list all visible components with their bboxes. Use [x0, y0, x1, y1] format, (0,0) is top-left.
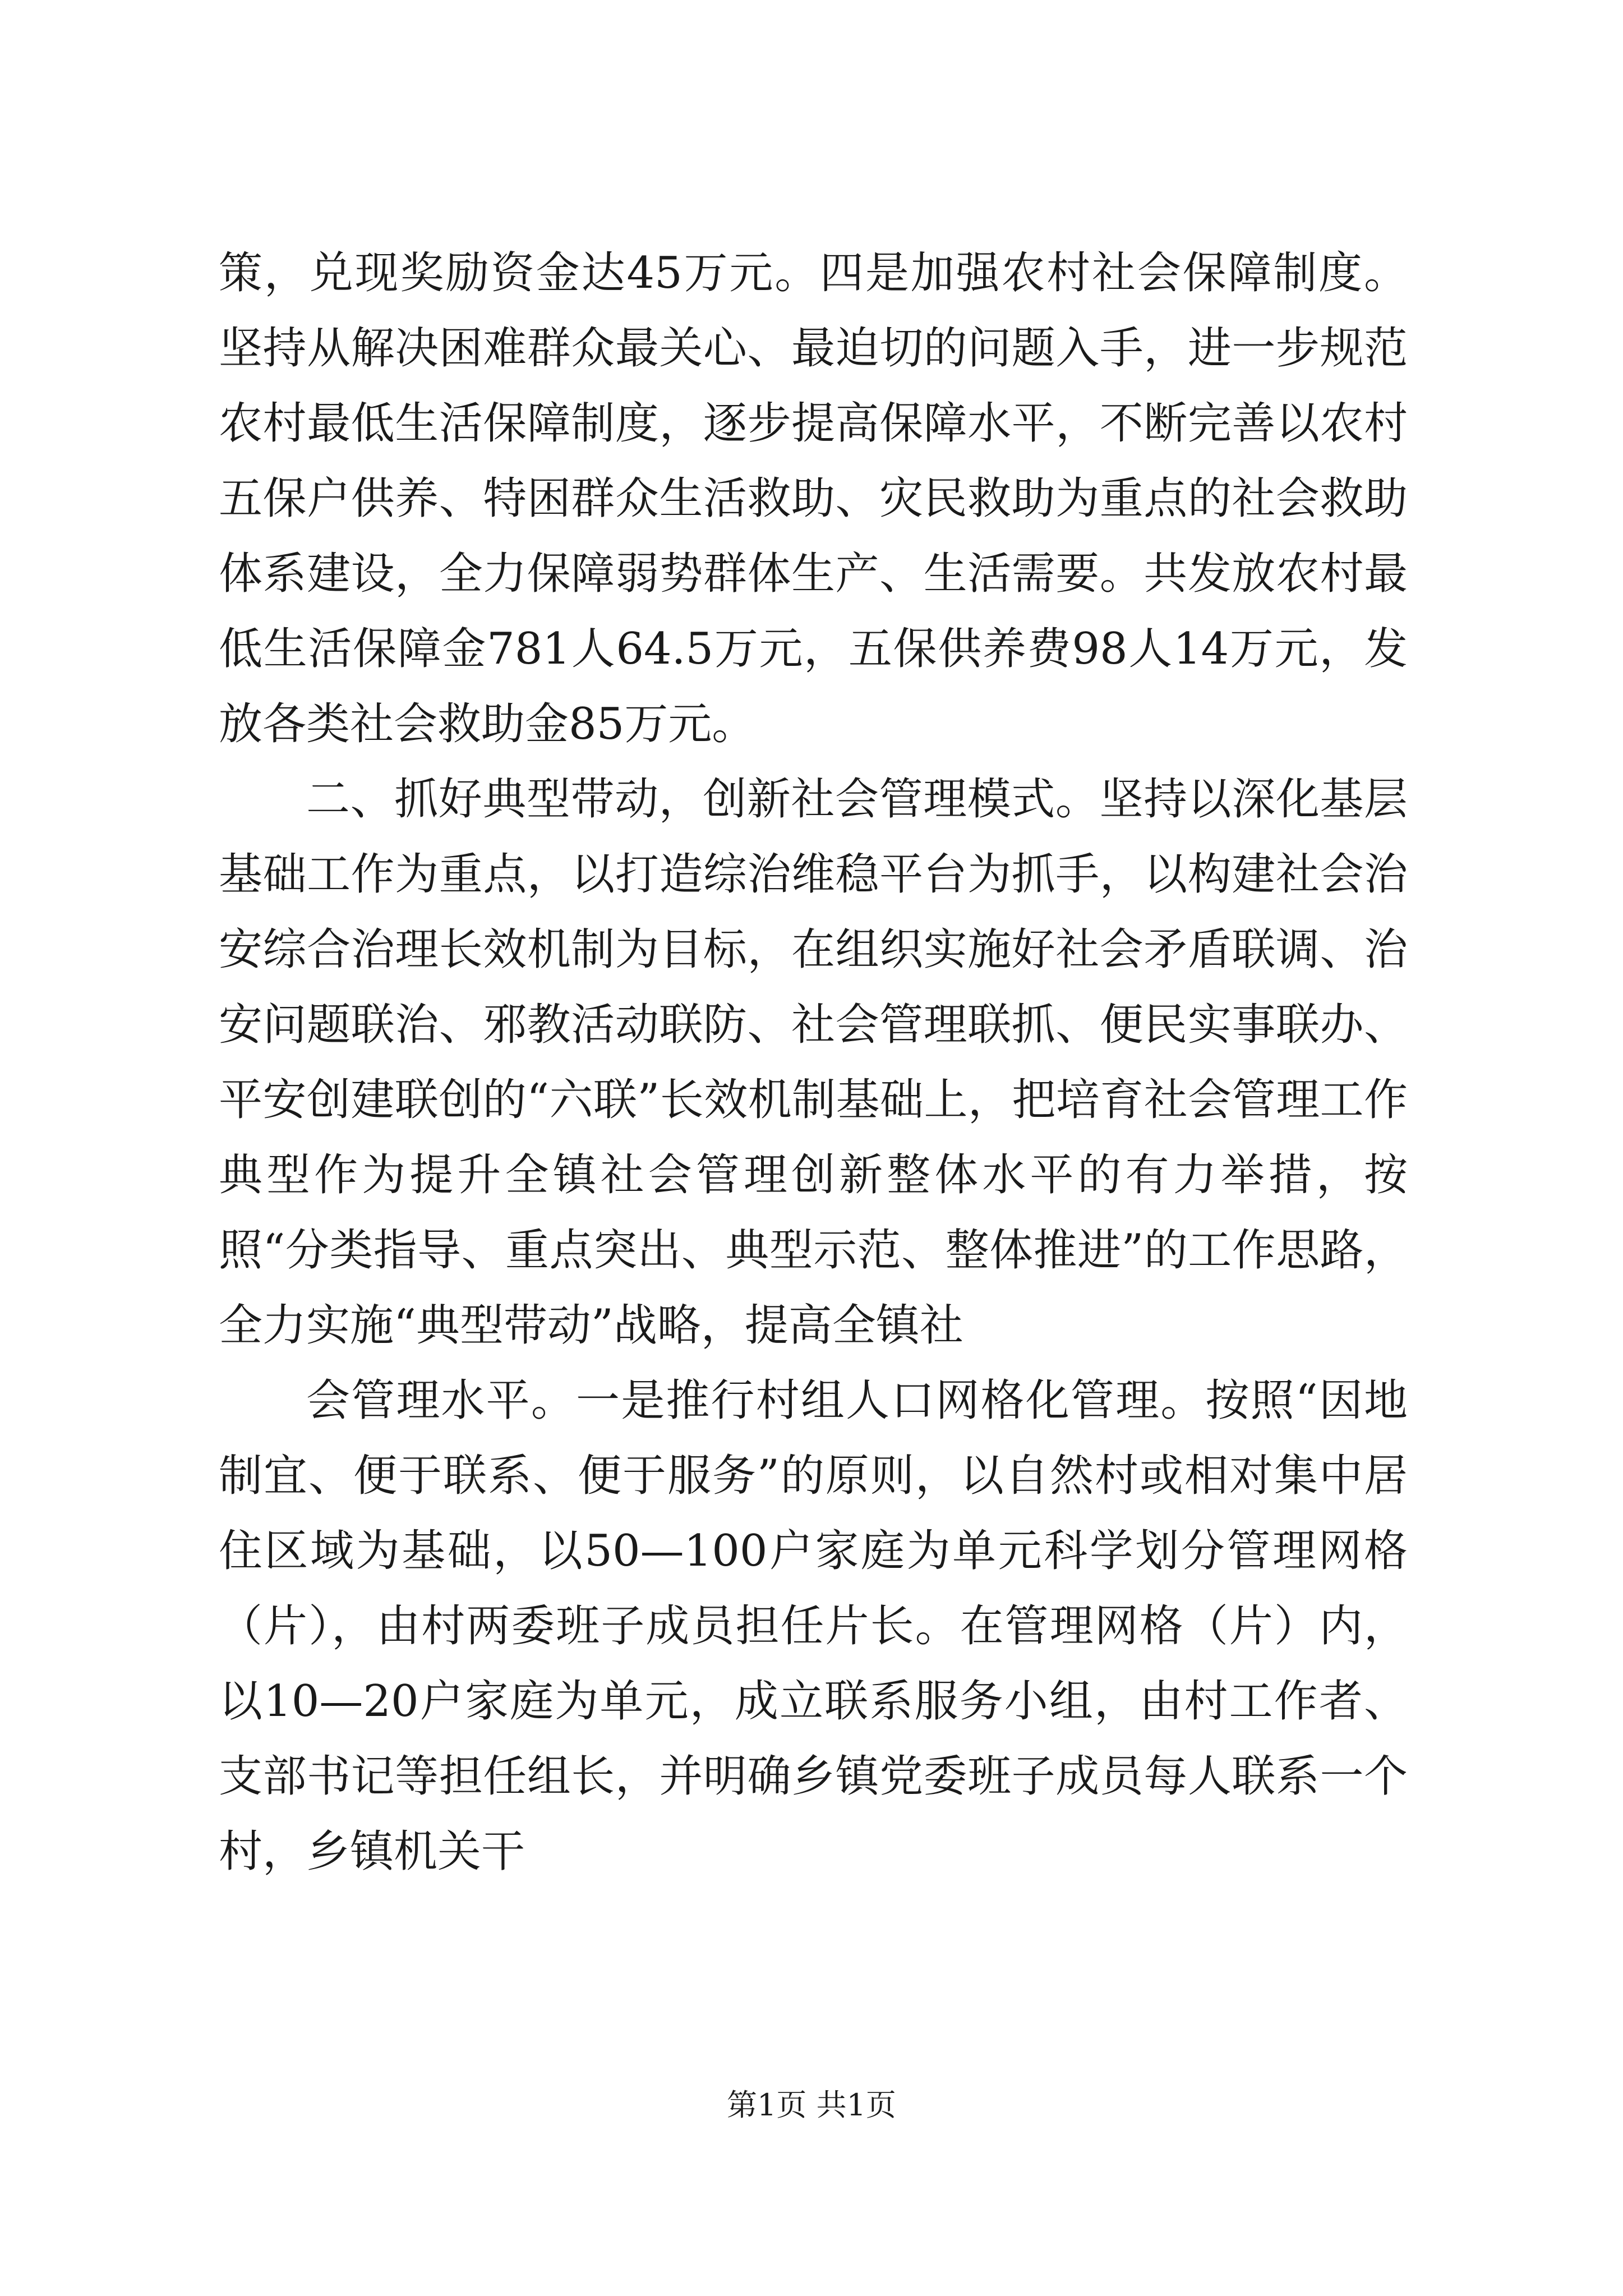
paragraph-1: 策，兑现奖励资金达45万元。四是加强农村社会保障制度。坚持从解决困难群众最关心、最迫切的问题入手，进一步规范农村最低生活保障制度，逐步提高保障水平，不断完善以农村五保户供养、特困群众生活救助、灾民救助为重点的社会救助体系建设，全力保障弱势群体生产、生活需要。共发放农村最低生活保障金781人64.5万元，五保供养费98人14万元，发放各类社会救助金85万元。: [219, 248, 1408, 749]
document-body: [219, 236, 1408, 1889]
paragraph-3: 会管理水平。一是推行村组人口网格化管理。按照“因地制宜、便于联系、便于服务”的原则，以自然村或相对集中居住区域为基础，以50—100户家庭为单元科学划分管理网格（片），由村两委班子成员担任片长。在管理网格（片）内，以10—20户家庭为单元，成立联系服务小组，由村工作者、支部书记等担任组长，并明确乡镇党委班子成员每人联系一个村，乡镇机关干: [219, 1375, 1408, 1877]
paragraph-2: 二、抓好典型带动，创新社会管理模式。坚持以深化基层基础工作为重点，以打造综治维稳平台为抓手，以构建社会治安综合治理长效机制为目标，在组织实施好社会矛盾联调、治安问题联治、邪教活动联防、社会管理联抓、便民实事联办、平安创建联创的“六联”长效机制基础上，把培育社会管理工作典型作为提升全镇社会管理创新整体水平的有力举措，按照“分类指导、重点突出、典型示范、整体推进”的工作思路，全力实施“典型带动”战略，提高全镇社: [219, 774, 1408, 1351]
page-footer: 第1页 共1页: [727, 2087, 896, 2123]
